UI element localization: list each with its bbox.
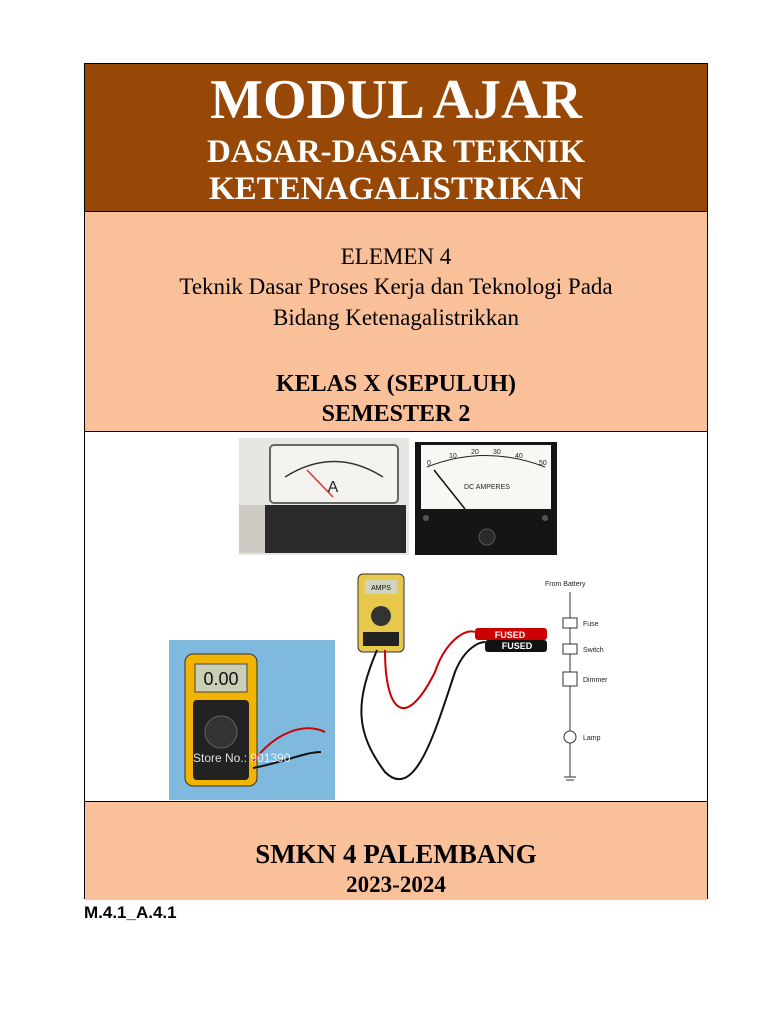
probe-red-label: FUSED (494, 630, 526, 640)
analog-ammeter-image (239, 438, 409, 555)
element-description-line1: Teknik Dasar Proses Kerja dan Teknologi Pada (179, 274, 613, 299)
circuit-fuse: Fuse (583, 621, 599, 628)
dc-scale-0: 0 (427, 460, 431, 467)
element-name: ELEMEN 4 (340, 244, 452, 269)
school-band (85, 801, 707, 900)
circuit-dimmer: Dimmer (583, 677, 608, 684)
circuit-switch: Switch (583, 647, 604, 654)
illustration-band (85, 432, 707, 801)
dc-ammeter-image (415, 442, 557, 555)
element-info-band (85, 211, 707, 432)
multimeter-display: 0.00 (203, 669, 239, 689)
class-label: KELAS X (SEPULUH) (275, 371, 517, 397)
semester-label: SEMESTER 2 (321, 401, 471, 427)
module-title: MODUL AJAR (210, 69, 582, 131)
illustration-svg (85, 432, 709, 801)
ammeter-unit-label: A (327, 479, 339, 496)
element-description-line2: Bidang Ketenagalistrikkan (273, 305, 519, 330)
circuit-measurement-image (358, 574, 608, 780)
dc-scale-40: 40 (515, 453, 523, 460)
subject-title-line2: KETENAGALISTRIKAN (208, 171, 584, 207)
school-name: SMKN 4 PALEMBANG (255, 839, 537, 869)
circuit-from-battery: From Battery (545, 581, 586, 588)
meter-brand: AMPS (371, 585, 391, 592)
dc-scale-20: 20 (471, 449, 479, 456)
digital-multimeter-image (169, 640, 335, 800)
dc-ammeter-label: DC AMPERES (464, 484, 510, 491)
subject-title-line1: DASAR-DASAR TEKNIK (206, 134, 586, 170)
probe-black-label: FUSED (501, 641, 533, 651)
document-code: M.4.1_A.4.1 (84, 903, 177, 922)
dc-scale-50: 50 (539, 460, 547, 467)
academic-year: 2023-2024 (346, 872, 446, 897)
store-watermark: Store No.: 901390 (193, 751, 291, 765)
title-band (85, 64, 707, 211)
cover-frame (84, 63, 708, 899)
dc-scale-10: 10 (449, 453, 457, 460)
dc-scale-30: 30 (493, 449, 501, 456)
circuit-lamp: Lamp (583, 735, 601, 742)
